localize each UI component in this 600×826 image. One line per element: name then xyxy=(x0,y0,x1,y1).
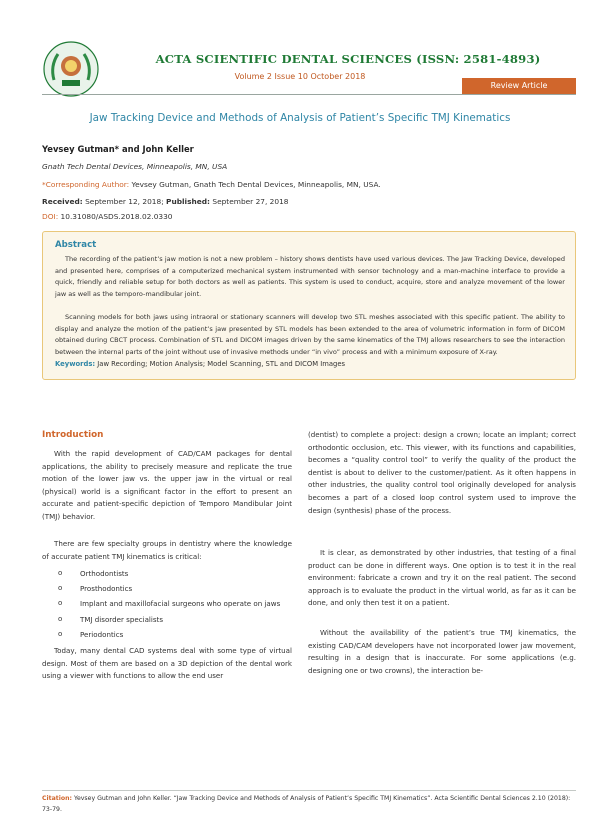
keywords-label: Keywords: xyxy=(55,360,96,368)
doi-label: DOI: xyxy=(42,212,59,221)
bullet-marker: o xyxy=(58,614,63,623)
list-item xyxy=(58,615,294,630)
abstract-paragraph: The recording of the patient’s jaw motion is not a new problem – history shows dentists have used various devices. The Jaw Tracking Device, developed and presented here, comprises of a computerized mechanical system instrumented with sensor technology and a man-machine interface to provide a quick, friendly and reliable setup for both doctors as well as patients. This system is used to conduct, acquire, store and analyze movement of the lower jaw as well as the temporo-mandibular joint. xyxy=(55,255,565,298)
journal-logo xyxy=(42,40,100,98)
published-date: September 27, 2018 xyxy=(212,197,289,206)
published-label: Published: xyxy=(166,197,211,206)
doi-value[interactable]: 10.31080/ASDS.2018.02.0330 xyxy=(60,212,173,221)
citation-label: Citation: xyxy=(42,795,73,802)
header-divider xyxy=(42,94,576,95)
issue-line: Volume 2 Issue 10 October 2018 xyxy=(234,72,366,81)
footer-divider xyxy=(42,790,576,791)
abstract-box xyxy=(42,231,576,380)
corresponding-text: Yevsey Gutman, Gnath Tech Dental Devices, Minneapolis, MN, USA. xyxy=(131,180,381,189)
corresponding-author xyxy=(42,180,381,189)
section-heading: Introduction xyxy=(42,430,104,440)
article-type-badge: Review Article xyxy=(462,78,576,94)
list-item xyxy=(58,584,294,599)
body-paragraph: There are few specialty groups in dentistry where the knowledge of accurate patient TMJ kinematics is critical: xyxy=(42,539,292,561)
body-paragraph: It is clear, as demonstrated by other industries, that testing of a final product can be done in different ways. One option is to test it in the real environment: fabricate a crown and try it on the real patient. The second approach is to evaluate the product in the virtual world, as far as it can be done, and only then test it on a patient. xyxy=(308,548,576,608)
abstract-paragraph: Scanning models for both jaws using intraoral or stationary scanners will develop two STL meshes associated with this specific patient. The ability to display and analyze the motion of the patient’s jaw presented by STL models has been extended to the area of volumetric information in form of DICOM obtained during CBCT process. Combination of STL and DICOM images driven by the same kinematics of the TMJ allows researchers to see the interaction between the internal parts of the joint without use of invasive methods under “in vivo” process and with a minimum exposure of X-ray. xyxy=(55,313,565,356)
list-item-text: Implant and maxillofacial surgeons who operate on jaws xyxy=(80,599,281,609)
body-paragraph: Without the availability of the patient’s true TMJ kinematics, the existing CAD/CAM developers have not incorporated lower jaw movement, resulting in a design that is inaccurate. For some applications (e.g. designing one or two crowns), the interaction be- xyxy=(308,628,576,675)
received-label: Received: xyxy=(42,197,83,206)
received-date: September 12, 2018; xyxy=(85,197,164,206)
keywords-text: Jaw Recording; Motion Analysis; Model Scanning, STL and DICOM Images xyxy=(97,360,346,368)
list-item xyxy=(58,569,294,584)
bullet-marker: o xyxy=(58,599,63,608)
list-item-text: Periodontics xyxy=(80,629,124,639)
paper-title: Jaw Tracking Device and Methods of Analysis of Patient’s Specific TMJ Kinematics xyxy=(89,112,511,124)
journal-title: ACTA SCIENTIFIC DENTAL SCIENCES (ISSN: 2581-4893) xyxy=(155,52,541,66)
affiliation: Gnath Tech Dental Devices, Minneapolis, MN, USA xyxy=(42,162,228,171)
specialty-list xyxy=(58,569,294,645)
body-paragraph: With the rapid development of CAD/CAM packages for dental applications, the ability to precisely measure and replicate the true motion of the lower jaw vs. the upper jaw in the virtual or real (physical) world is a significant factor in the effort to present an accurate and patient-specific depiction of Temporo Mandibular Joint (TMJ) behavior. xyxy=(42,449,292,521)
dates xyxy=(42,197,289,206)
doi xyxy=(42,212,173,221)
list-item xyxy=(58,599,294,614)
citation-text: Yevsey Gutman and John Keller. “Jaw Tracking Device and Methods of Analysis of Patient’s Specific TMJ Kinematics”. Acta Scientific Dental Sciences 2.10 (2018): 73-79. xyxy=(42,795,571,813)
keywords xyxy=(55,360,345,368)
corresponding-label: *Corresponding Author: xyxy=(42,180,130,189)
body-paragraph: (dentist) to complete a project: design a crown; locate an implant; correct orthodontic occlusion, etc. This viewer, with its functions and capabilities, becomes a “quality control tool” to verify the quality of the product the dentist is about to deliver to the customer/patient. As it often happens in other industries, the quality control tool originally developed for analysis becomes a part of a closed loop control system used to improve the design (synthesis) phase of the process. xyxy=(308,430,576,515)
bullet-marker: o xyxy=(58,569,63,577)
list-item xyxy=(58,630,294,645)
bullet-marker: o xyxy=(58,629,63,638)
list-item-text: Prosthodontics xyxy=(80,584,133,594)
bullet-marker: o xyxy=(58,584,63,593)
citation xyxy=(42,794,576,815)
list-item-text: Orthodontists xyxy=(80,569,129,578)
body-paragraph: Today, many dental CAD systems deal with some type of virtual design. Most of them are based on a 3D depiction of the dental work using a viewer with functions to allow the end user xyxy=(42,646,292,681)
authors: Yevsey Gutman* and John Keller xyxy=(42,144,194,154)
list-item-text: TMJ disorder specialists xyxy=(80,614,164,624)
abstract-heading: Abstract xyxy=(55,240,97,250)
